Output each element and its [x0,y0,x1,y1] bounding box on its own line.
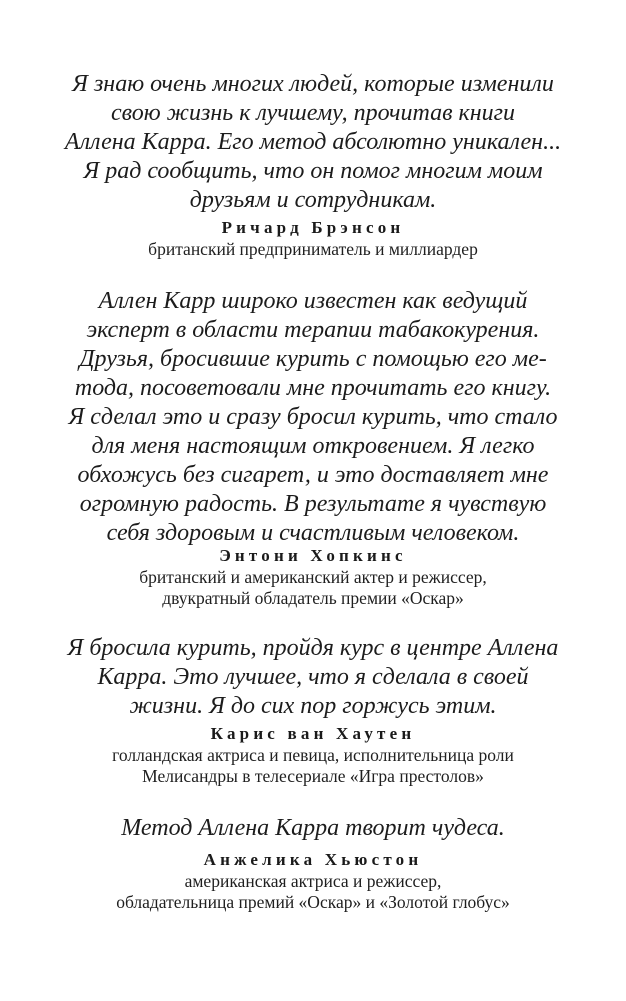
quote-line: огромную радость. В результате я чувствую [79,491,547,517]
author-role: Мелисандры в телесериале «Игра престолов» [142,766,484,786]
author-role: американская актриса и режиссер, [184,871,442,891]
author-name: Энтони Хопкинс [219,546,407,565]
author-role: британский и американский актер и режиссер, [139,567,487,587]
quote-line: друзьям и сотрудникам. [189,187,437,213]
quote-line: эксперт в области терапии табакокурения. [86,317,540,343]
quote-line: Я бросила курить, пройдя курс в центре Аллена [67,635,559,661]
quote-line: жизни. Я до сих пор горжусь этим. [129,693,497,719]
quote-line: Друзья, бросившие курить с помощью его ме- [79,346,547,372]
author-name: Карис ван Хаутен [210,724,416,743]
author-role: голландская актриса и певица, исполнительница роли [112,745,514,765]
quote-line: Аллена Карра. Его метод абсолютно уникален... [64,129,562,155]
quote-line: обхожусь без сигарет, и это доставляет мне [77,462,549,488]
quote-line: Я рад сообщить, что он помог многим моим [83,158,543,184]
author-role: обладательница премий «Оскар» и «Золотой глобус» [116,892,510,912]
quote-line: тода, посоветовали мне прочитать его книгу. [74,375,552,401]
quote-line: Я знаю очень многих людей, которые изменили [72,71,554,97]
quote-line: Я сделал это и сразу бросил курить, что стало [68,404,558,430]
author-role: двукратный обладатель премии «Оскар» [162,588,464,608]
quote-line: Метод Аллена Карра творит чудеса. [121,815,505,841]
quote-line: себя здоровым и счастливым человеком. [106,520,520,546]
quote-line: Аллен Карр широко известен как ведущий [98,288,528,314]
author-role: британский предприниматель и миллиардер [148,239,478,259]
author-name: Ричард Брэнсон [221,218,405,237]
quote-line: свою жизнь к лучшему, прочитав книги [111,100,515,126]
quote-line: Карра. Это лучшее, что я сделала в своей [97,664,529,690]
quote-line: для меня настоящим откровением. Я легко [91,433,535,459]
author-name: Анжелика Хьюстон [203,850,423,869]
